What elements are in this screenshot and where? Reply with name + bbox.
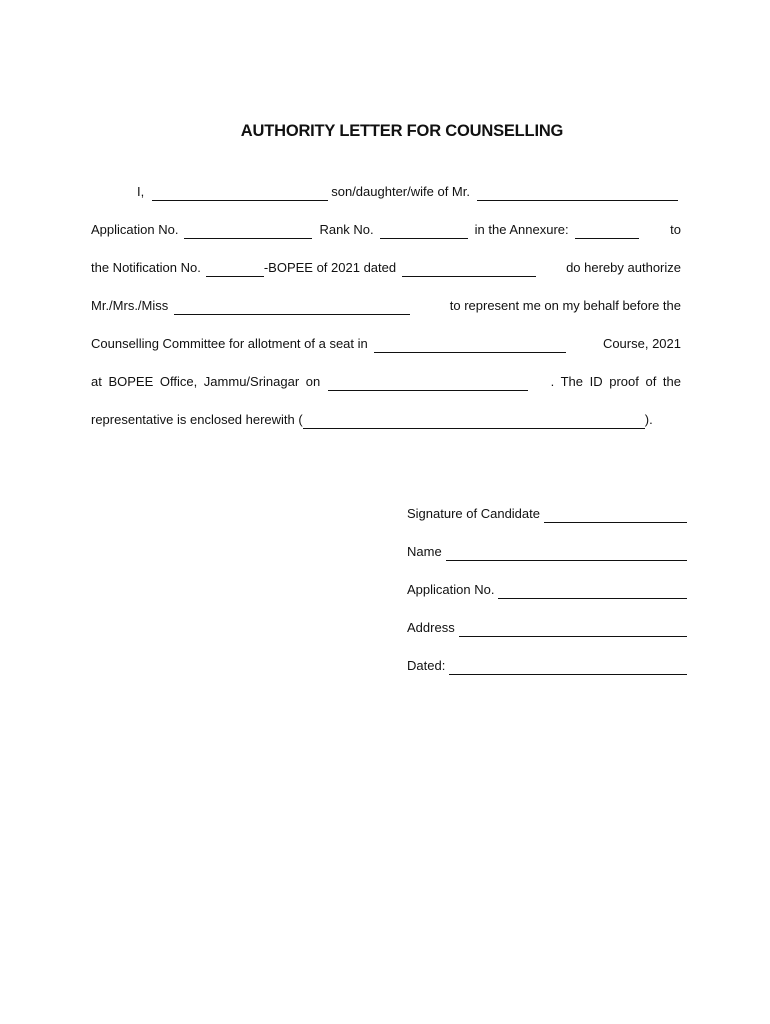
parent-name-blank[interactable] [477, 186, 678, 201]
text-i: I, [137, 184, 145, 199]
notification-date-blank[interactable] [402, 262, 536, 277]
body-line-7 [91, 411, 681, 429]
signature-dated-row [407, 657, 687, 675]
counselling-date-blank[interactable] [328, 376, 528, 391]
application-no-blank[interactable] [184, 224, 312, 239]
text-relation: son/daughter/wife of Mr. [331, 184, 470, 199]
page-title: AUTHORITY LETTER FOR COUNSELLING [240, 122, 564, 140]
text-rank-no: Rank No. [319, 222, 374, 237]
text-id-proof: . The ID proof of the [550, 374, 681, 389]
address-label: Address [407, 620, 455, 635]
dated-label: Dated: [407, 658, 446, 673]
rank-no-blank[interactable] [380, 224, 468, 239]
body-line-6 [91, 373, 681, 391]
body-line-3 [91, 259, 681, 277]
text-annexure: in the Annexure: [474, 222, 569, 237]
signature-application-row [407, 581, 687, 599]
body-line-4 [91, 297, 681, 315]
text-represent: to represent me on my behalf before the [449, 298, 681, 313]
text-mr-mrs-miss: Mr./Mrs./Miss [91, 298, 169, 313]
application-label: Application No. [407, 582, 495, 597]
text-close-paren: ). [644, 412, 653, 427]
signature-label: Signature of Candidate [407, 506, 540, 521]
body-line-2 [91, 221, 681, 239]
address-blank[interactable] [459, 622, 687, 637]
signature-name-row [407, 543, 687, 561]
text-course-2021: Course, 2021 [602, 336, 681, 351]
text-bopee-dated: -BOPEE of 2021 dated [263, 260, 397, 275]
course-blank[interactable] [374, 338, 566, 353]
name-blank[interactable] [446, 546, 687, 561]
signature-blank[interactable] [544, 508, 687, 523]
text-to: to [670, 222, 681, 237]
representative-name-blank[interactable] [174, 300, 410, 315]
dated-blank[interactable] [449, 660, 687, 675]
text-enclosed: representative is enclosed herewith ( [91, 412, 303, 427]
id-proof-blank[interactable] [303, 414, 645, 429]
application-blank[interactable] [498, 584, 687, 599]
text-application-no: Application No. [91, 222, 179, 237]
notification-no-blank[interactable] [206, 262, 264, 277]
text-committee: Counselling Committee for allotment of a seat in [91, 336, 368, 351]
name-label: Name [407, 544, 442, 559]
body-line-5 [91, 335, 681, 353]
candidate-name-blank[interactable] [152, 186, 328, 201]
body-line-1 [137, 183, 681, 201]
text-bopee-office: at BOPEE Office, Jammu/Srinagar on [91, 374, 321, 389]
text-notification-no: the Notification No. [91, 260, 201, 275]
signature-candidate-row [407, 505, 687, 523]
signature-address-row [407, 619, 687, 637]
annexure-blank[interactable] [575, 224, 639, 239]
text-authorize: do hereby authorize [566, 260, 681, 275]
